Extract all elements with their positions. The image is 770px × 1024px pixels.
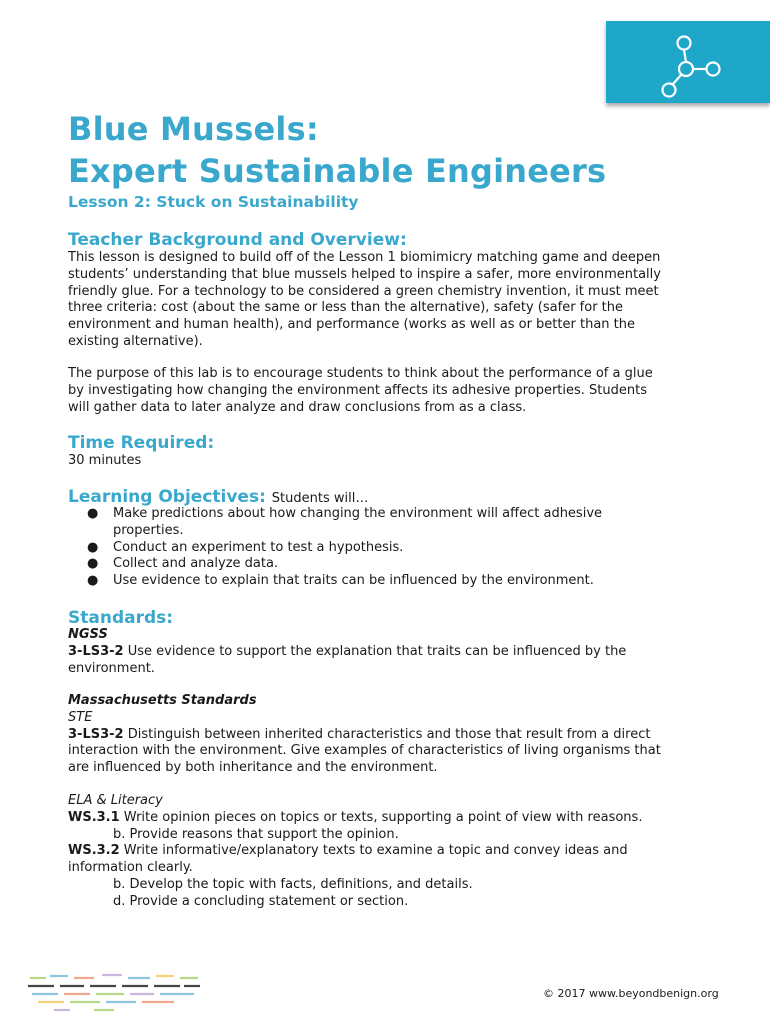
list-item <box>68 506 648 540</box>
ngss-label: NGSS <box>68 627 108 642</box>
bullet: ● <box>87 506 99 521</box>
background-paragraph-1: This lesson is designed to build off of the Lesson 1 biomimicry matching game and deepen students’ understanding that blue mussels helped to inspire a safer, more environmentally friendly glue. For a technology to be considered a green chemistry invention, it must meet three criteria: cost (about the same or less than the alternative), safety (safer for the environment and human health), and performance (works as well as or better than the existing alternative). <box>68 250 661 349</box>
objectives-list <box>68 506 648 590</box>
beyond-benign-logo <box>24 968 204 1020</box>
list-item <box>68 540 648 557</box>
standard-description: Write opinion pieces on topics or texts, supporting a point of view with reasons. <box>119 809 643 825</box>
bullet: ● <box>87 573 99 589</box>
ws31-text <box>68 810 668 827</box>
ngss-text <box>68 644 668 678</box>
page-title <box>68 108 708 192</box>
title-line-1: Blue Mussels: <box>68 110 319 148</box>
standards-heading: Standards: <box>68 608 174 628</box>
ela-label: ELA & Literacy <box>68 793 163 808</box>
lesson-subtitle: Lesson 2: Stuck on Sustainability <box>68 193 359 211</box>
ws31-b: b. Provide reasons that support the opinion. <box>113 826 399 842</box>
time-value: 30 minutes <box>68 453 142 468</box>
list-item <box>68 556 648 573</box>
objective-text: Collect and analyze data. <box>113 556 279 572</box>
title-line-2: Expert Sustainable Engineers <box>68 152 607 190</box>
ws32-b: b. Develop the topic with facts, definitions, and details. <box>113 876 473 892</box>
header-logo-block <box>606 21 770 103</box>
objectives-intro: Students will… <box>271 491 369 506</box>
standard-code: WS.3.2 <box>68 843 120 859</box>
ws32-d: d. Provide a concluding statement or section. <box>113 893 409 909</box>
background-paragraph-2: The purpose of this lab is to encourage students to think about the performance of a glue by investigating how changing the environment affects its adhesive properties. Students will gather data to later analyze and draw conclusions from as a class. <box>68 366 653 415</box>
objective-text: Conduct an experiment to test a hypothesis. <box>113 539 404 555</box>
bullet: ● <box>87 556 99 572</box>
copyright-text: © 2017 www.beyondbenign.org <box>543 987 719 1000</box>
massachusetts-label: Massachusetts Standards <box>68 693 257 708</box>
bullet: ● <box>87 539 99 555</box>
standard-description: Distinguish between inherited characteristics and those that result from a direct interaction with the environment. Give examples of characteristics of living organisms that are influenced by both inheritance and the environment. <box>68 726 661 776</box>
ste-label: STE <box>68 709 93 725</box>
ws32-text <box>68 843 668 877</box>
molecule-icon <box>606 21 770 103</box>
standard-code: 3-LS3-2 <box>68 643 124 659</box>
objective-text: Use evidence to explain that traits can be influenced by the environment. <box>113 573 594 589</box>
objective-text: Make predictions about how changing the environment will affect adhesive properties. <box>113 506 603 538</box>
massachusetts-standards <box>68 693 668 777</box>
objectives-heading-text: Learning Objectives: <box>68 487 266 507</box>
standard-code: 3-LS3-2 <box>68 726 124 742</box>
background-heading: Teacher Background and Overview: <box>68 230 407 250</box>
ela-standards <box>68 793 668 911</box>
ste-text <box>68 727 668 777</box>
standard-description: Use evidence to support the explanation that traits can be influenced by the environment. <box>68 643 627 676</box>
ngss-standard <box>68 627 668 677</box>
list-item <box>68 573 648 590</box>
time-heading: Time Required: <box>68 433 215 453</box>
standard-code: WS.3.1 <box>68 809 120 825</box>
standard-description: Write informative/explanatory texts to examine a topic and convey ideas and information clearly. <box>68 843 628 876</box>
